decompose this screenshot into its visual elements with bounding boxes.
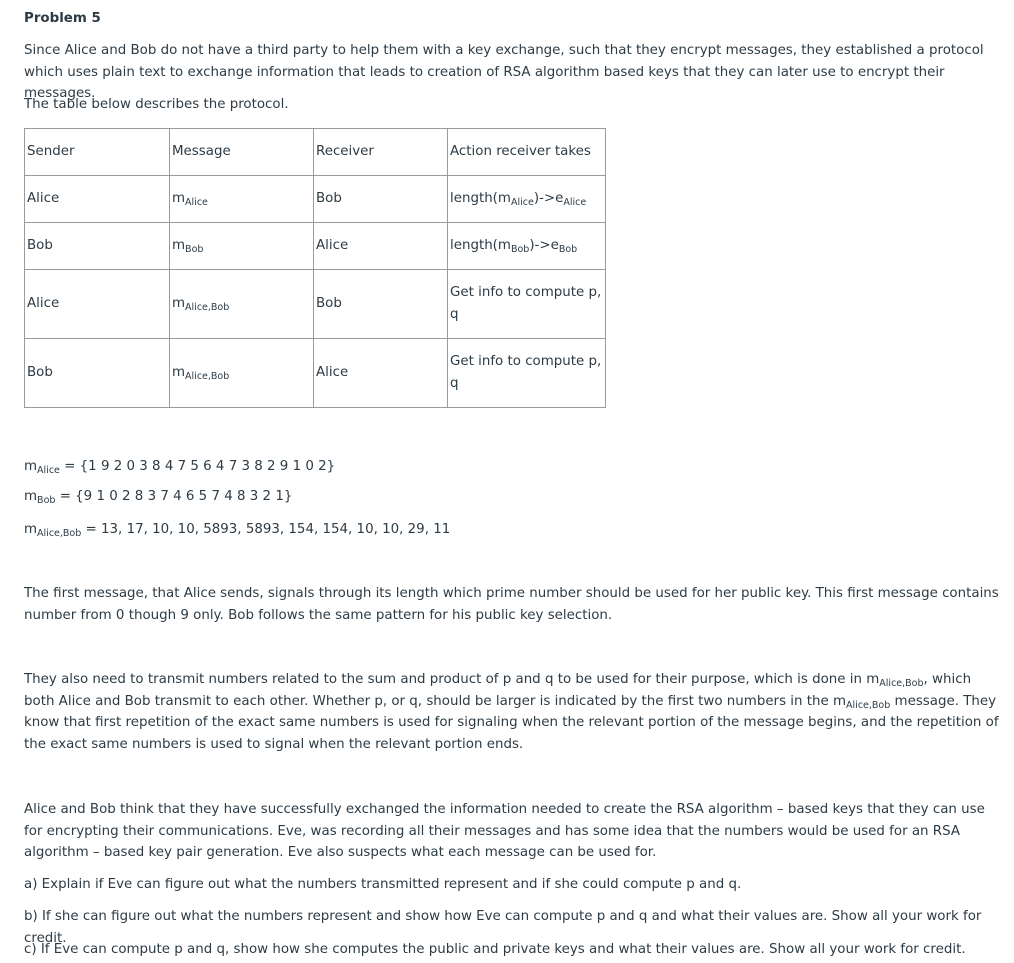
problem-title: Problem 5 <box>24 11 101 26</box>
sender-cell: Alice <box>25 176 170 223</box>
paragraph-eve: Alice and Bob think that they have successfully exchanged the information needed to create the RSA algorithm – based keys that they can use for encrypting their communications. Eve, was recording all their messages and has some idea that the numbers would be used for an RSA algorithm – based key pair generation. Eve also suspects what each message can be used for. <box>24 802 985 860</box>
message-cell: $m_{Alice,Bob}$ <box>170 339 314 408</box>
paragraph-public-key: The first message, that Alice sends, signals through its length which prime number should be used for her public key. This first message contains number from 0 though 9 only. Bob follows the same pattern for his public key selection. <box>24 586 999 623</box>
message-cell: $m_{Alice}$ <box>170 176 314 223</box>
sender-cell: Bob <box>25 339 170 408</box>
message-cell: $m_{Alice,Bob}$ <box>170 270 314 339</box>
protocol-table <box>24 128 606 408</box>
message-alice-bob: $m_{Alice,Bob} = 13$, 17, 10, 10, 5893, 5893, 154, 154, 10, 10, 29, 11 <box>24 522 451 539</box>
header-action: Action receiver takes <box>448 129 606 176</box>
paragraph-sum-product: They also need to transmit numbers related to the sum and product of p and q to be used for their purpose, which is done in $m_{Alice,Bob}$, which both Alice and Bob transmit to each other. Whether p, or q, should be larger is indicated by the first two numbers in the $m_{Alice,Bob}$ message. They know that first repetition of the exact same numbers is used for signaling when the relevant portion of the message begins, and the repetition of the exact same numbers is used to signal when the relevant portion ends. <box>24 672 999 752</box>
table-row <box>25 339 606 408</box>
action-cell: Get info to compute p, q <box>448 270 606 339</box>
receiver-cell: Alice <box>314 339 448 408</box>
receiver-cell: Alice <box>314 223 448 270</box>
sender-cell: Alice <box>25 270 170 339</box>
action-cell: Get info to compute p, q <box>448 339 606 408</box>
table-header-row <box>25 129 606 176</box>
receiver-cell: Bob <box>314 176 448 223</box>
message-cell: $m_{Bob}$ <box>170 223 314 270</box>
intro-paragraph: Since Alice and Bob do not have a third party to help them with a key exchange, such that they encrypt messages, they established a protocol which uses plain text to exchange information that leads to creation of RSA algorithm based keys that they can later use to encrypt their messages. <box>24 43 984 101</box>
table-intro: The table below describes the protocol. <box>24 97 289 112</box>
header-sender: Sender <box>25 129 170 176</box>
table-row <box>25 176 606 223</box>
receiver-cell: Bob <box>314 270 448 339</box>
action-cell: $length(m_{Alice})->e_{Alice}$ <box>448 176 606 223</box>
question-c: c) If Eve can compute p and q, show how she computes the public and private keys and what their values are. Show all your work for credit. <box>24 942 966 957</box>
header-receiver: Receiver <box>314 129 448 176</box>
question-b: b) If she can figure out what the numbers represent and show how Eve can compute p and q and what their values are. Show all your work for credit. <box>24 909 982 946</box>
question-a: a) Explain if Eve can figure out what the numbers transmitted represent and if she could compute p and q. <box>24 877 742 892</box>
header-message: Message <box>170 129 314 176</box>
sender-cell: Bob <box>25 223 170 270</box>
table-row <box>25 270 606 339</box>
message-bob: $m_{Bob} = \{9$ 1 0 2 8 3 7 4 6 5 7 4 8 3 2 1} <box>24 489 293 506</box>
action-cell: $length(m_{Bob})->e_{Bob}$ <box>448 223 606 270</box>
table-row <box>25 223 606 270</box>
message-alice: $m_{Alice} = \{1$ 9 2 0 3 8 4 7 5 6 4 7 3 8 2 9 1 0 2} <box>24 459 336 476</box>
